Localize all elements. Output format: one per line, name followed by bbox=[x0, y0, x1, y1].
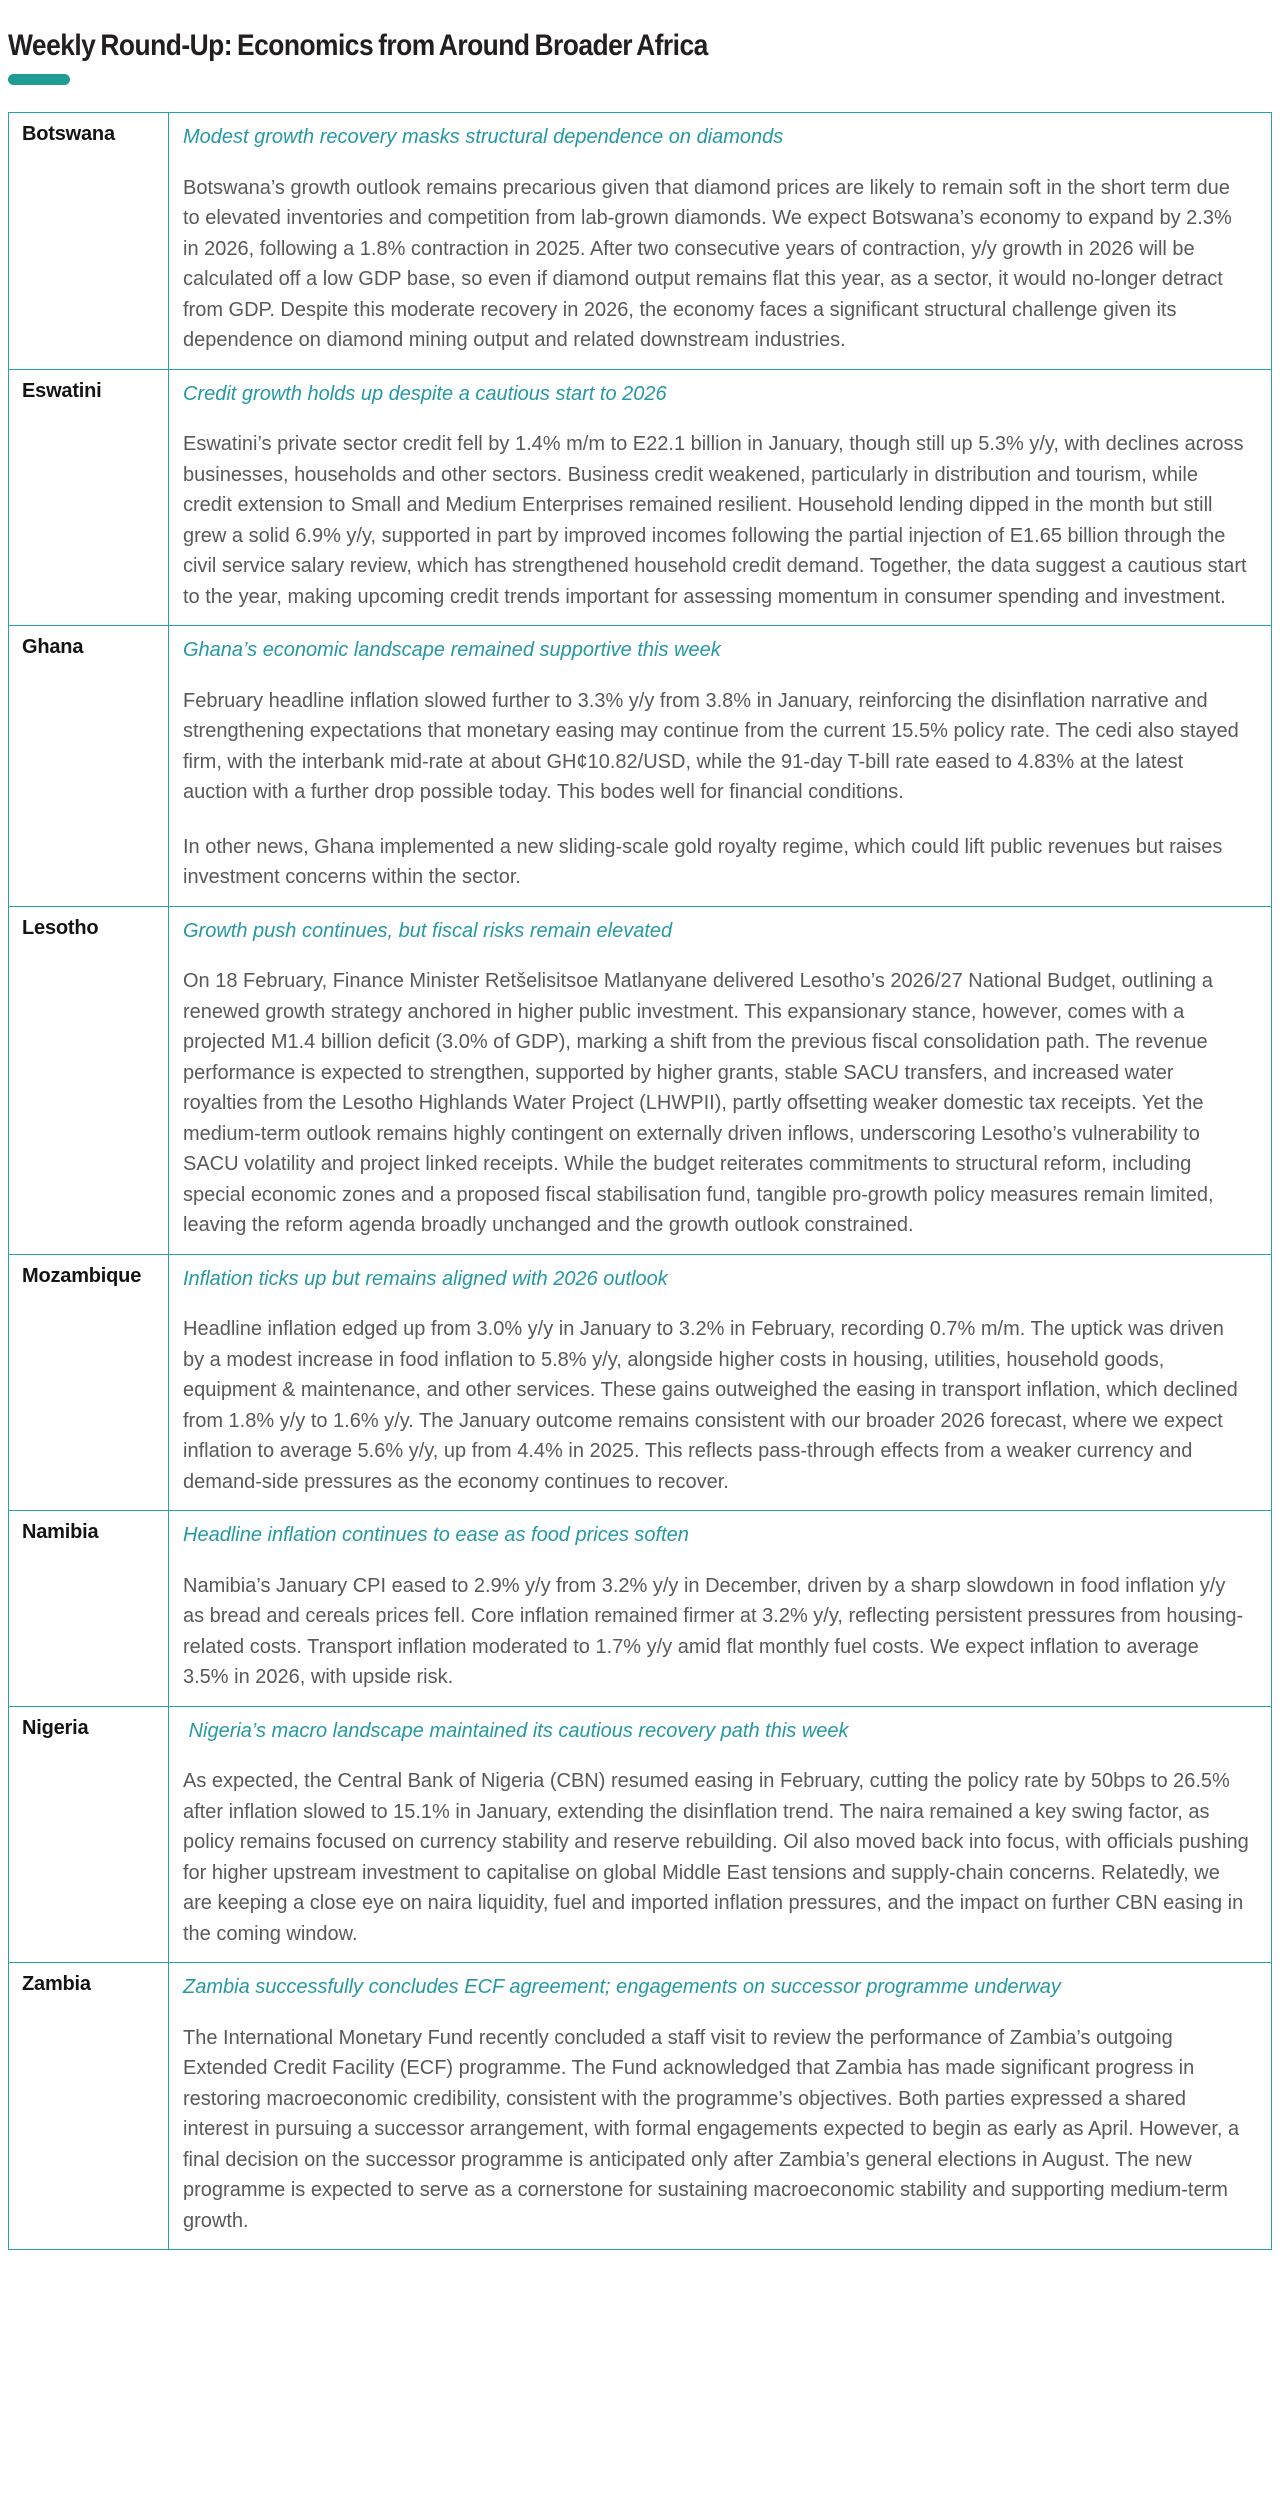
content-cell bbox=[169, 1707, 1271, 1963]
row-paragraph: Headline inflation edged up from 3.0% y/y in January to 3.2% in February, recording 0.7% m/m. The uptick was driven by a modest increase in food inflation to 5.8% y/y, alongside higher costs in housing, utilities, household goods, equipment & maintenance, and other services. These gains outweighed the easing in transport inflation, which declined from 1.8% y/y to 1.6% y/y. The January outcome remains consistent with our broader 2026 forecast, where we expect inflation to average 5.6% y/y, up from 4.4% in 2025. This reflects pass-through effects from a weaker currency and demand-side pressures as the economy continues to recover. bbox=[183, 1318, 1238, 1493]
row-paragraph: As expected, the Central Bank of Nigeria (CBN) resumed easing in February, cutting the policy rate by 50bps to 26.5% after inflation slowed to 15.1% in January, extending the disinflation trend. The naira remained a key swing factor, as policy remains focused on currency stability and reserve rebuilding. Oil also moved back into focus, with officials pushing for higher upstream investment to capitalise on global Middle East tensions and supply-chain concerns. Relatedly, we are keeping a close eye on naira liquidity, fuel and imported inflation pressures, and the impact on further CBN easing in the coming window. bbox=[183, 1770, 1249, 1945]
row-paragraph: In other news, Ghana implemented a new sliding-scale gold royalty regime, which could lift public revenues but raises investment concerns within the sector. bbox=[183, 835, 1223, 888]
country-cell: Eswatini bbox=[9, 370, 169, 626]
table-row-eswatini bbox=[9, 370, 1271, 627]
table-row-lesotho bbox=[9, 907, 1271, 1255]
country-cell: Botswana bbox=[9, 113, 169, 369]
row-headline: Modest growth recovery masks structural dependence on diamonds bbox=[183, 126, 784, 148]
row-paragraph: The International Monetary Fund recently concluded a staff visit to review the performance of Zambia’s outgoing Extended Credit Facility (ECF) programme. The Fund acknowledged that Zambia has made significant progress in restoring macroeconomic credibility, consistent with the programme’s objectives. Both parties expressed a shared interest in pursuing a successor arrangement, with formal engagements expected to begin as early as April. However, a final decision on the successor programme is anticipated only after Zambia’s general elections in August. The new programme is expected to serve as a cornerstone for sustaining macroeconomic stability and supporting medium-term growth. bbox=[183, 2026, 1240, 2232]
row-headline: Nigeria’s macro landscape maintained its cautious recovery path this week bbox=[183, 1719, 849, 1742]
country-cell: Namibia bbox=[9, 1511, 169, 1706]
content-cell bbox=[169, 1963, 1271, 2249]
country-cell: Ghana bbox=[9, 626, 169, 906]
row-headline: Zambia successfully concludes ECF agreement; engagements on successor programme underway bbox=[183, 1976, 1061, 1998]
table-row-mozambique bbox=[9, 1255, 1271, 1512]
row-paragraph: Namibia’s January CPI eased to 2.9% y/y from 3.2% y/y in December, driven by a sharp slowdown in food inflation y/y as bread and cereals prices fell. Core inflation remained firmer at 3.2% y/y, reflecting persistent pressures from housing-related costs. Transport inflation moderated to 1.7% y/y amid flat monthly fuel costs. We expect inflation to average 3.5% in 2026, with upside risk. bbox=[183, 1574, 1244, 1688]
content-cell bbox=[169, 113, 1271, 369]
page-header bbox=[8, 30, 1272, 85]
country-cell: Mozambique bbox=[9, 1255, 169, 1511]
content-cell bbox=[169, 1255, 1271, 1511]
content-cell bbox=[169, 626, 1271, 906]
page-title: Weekly Round-Up: Economics from Around Broader Africa bbox=[8, 29, 708, 62]
country-cell: Zambia bbox=[9, 1963, 169, 2249]
roundup-table bbox=[8, 112, 1272, 2250]
content-cell bbox=[169, 1511, 1271, 1706]
content-cell bbox=[169, 907, 1271, 1254]
row-paragraph: February headline inflation slowed further to 3.3% y/y from 3.8% in January, reinforcing the disinflation narrative and strengthening expectations that monetary easing may continue from the current 15.5% policy rate. The cedi also stayed firm, with the interbank mid-rate at about GH¢10.82/USD, while the 91-day T-bill rate eased to 4.83% at the latest auction with a further drop possible today. This bodes well for financial conditions. bbox=[183, 689, 1239, 803]
country-cell: Lesotho bbox=[9, 907, 169, 1254]
row-headline: Headline inflation continues to ease as food prices soften bbox=[183, 1524, 689, 1546]
row-headline: Ghana’s economic landscape remained supportive this week bbox=[183, 639, 721, 661]
row-paragraph: On 18 February, Finance Minister Retšelisitsoe Matlanyane delivered Lesotho’s 2026/27 National Budget, outlining a renewed growth strategy anchored in higher public investment. This expansionary stance, however, comes with a projected M1.4 billion deficit (3.0% of GDP), marking a shift from the previous fiscal consolidation path. The revenue performance is expected to strengthen, supported by higher grants, stable SACU transfers, and increased water royalties from the Lesotho Highlands Water Project (LHWPII), partly offsetting weaker domestic tax receipts. Yet the medium-term outlook remains highly contingent on externally driven inflows, underscoring Lesotho’s vulnerability to SACU volatility and project linked receipts. While the budget reiterates commitments to structural reform, including special economic zones and a proposed fiscal stabilisation fund, tangible pro-growth policy measures remain limited, leaving the reform agenda broadly unchanged and the growth outlook constrained. bbox=[183, 970, 1214, 1236]
country-cell: Nigeria bbox=[9, 1707, 169, 1963]
content-cell bbox=[169, 370, 1271, 626]
row-headline: Growth push continues, but fiscal risks remain elevated bbox=[183, 919, 673, 942]
table-row-nigeria bbox=[9, 1707, 1271, 1964]
table-row-ghana bbox=[9, 626, 1271, 907]
row-headline: Inflation ticks up but remains aligned with 2026 outlook bbox=[183, 1267, 668, 1290]
row-paragraph: Eswatini’s private sector credit fell by 1.4% m/m to E22.1 billion in January, though still up 5.3% y/y, with declines across businesses, households and other sectors. Business credit weakened, particularly in distribution and tourism, while credit extension to Small and Medium Enterprises remained resilient. Household lending dipped in the month but still grew a solid 6.9% y/y, supported in part by improved incomes following the partial injection of E1.65 billion through the civil service salary review, which has strengthened household credit demand. Together, the data suggest a cautious start to the year, making upcoming credit trends important for assessing momentum in consumer spending and investment. bbox=[183, 433, 1247, 608]
row-headline: Credit growth holds up despite a cautious start to 2026 bbox=[183, 382, 667, 405]
row-paragraph: Botswana’s growth outlook remains precarious given that diamond prices are likely to remain soft in the short term due to elevated inventories and competition from lab-grown diamonds. We expect Botswana’s economy to expand by 2.3% in 2026, following a 1.8% contraction in 2025. After two consecutive years of contraction, y/y growth in 2026 will be calculated off a low GDP base, so even if diamond output remains flat this year, as a sector, it would no-longer detract from GDP. Despite this moderate recovery in 2026, the economy faces a significant structural challenge given its dependence on diamond mining output and related downstream industries. bbox=[183, 176, 1232, 351]
table-row-botswana bbox=[9, 113, 1271, 370]
title-accent-bar bbox=[8, 74, 70, 85]
table-row-namibia bbox=[9, 1511, 1271, 1707]
table-row-zambia bbox=[9, 1963, 1271, 2249]
